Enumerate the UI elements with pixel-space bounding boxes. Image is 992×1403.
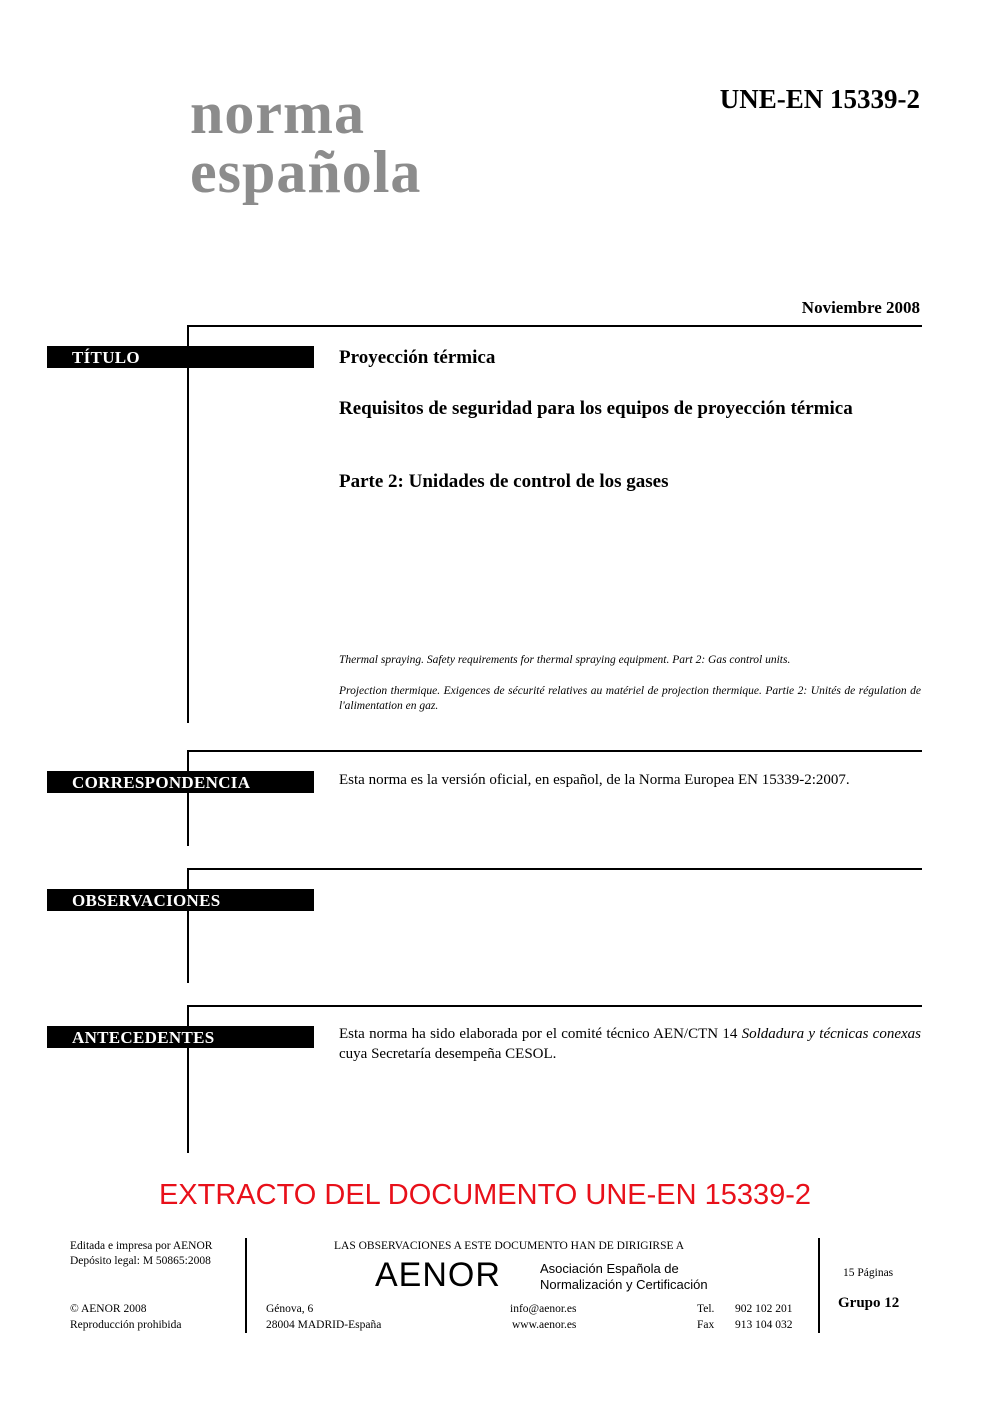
antecedentes-text-part1: Esta norma ha sido elaborada por el comité técnico AEN/CTN 14 [339,1026,742,1042]
label-titulo: TÍTULO [47,346,314,368]
footer-email[interactable]: info@aenor.es [510,1303,577,1315]
footer-divider-left [245,1238,247,1333]
norma-title-line1: norma [190,80,365,146]
footer-observations-header: LAS OBSERVACIONES A ESTE DOCUMENTO HAN DE DIRIGIRSE A [334,1240,685,1252]
publication-date: Noviembre 2008 [801,298,920,317]
title-french: Projection thermique. Exigences de sécurité relatives au matériel de projection thermique. Partie 2: Unités de régulation de l'alimentation en gaz. [339,685,921,712]
antecedentes-text-part2: cuya Secretaría desempeña CESOL. [339,1046,557,1062]
label-observaciones: OBSERVACIONES [47,889,314,911]
section-divider-antecedentes [187,1005,922,1007]
footer-fax-label: Fax [697,1319,715,1331]
section-divider-titulo [187,325,922,327]
section-divider-correspondencia [187,750,922,752]
footer-tel: 902 102 201 [735,1303,793,1315]
section-vertical-correspondencia [187,750,189,846]
footer-deposit: Depósito legal: M 50865:2008 [70,1255,211,1267]
footer-address2: 28004 MADRID-España [266,1319,382,1331]
title-english: Thermal spraying. Safety requirements for thermal spraying equipment. Part 2: Gas control units. [339,654,791,666]
footer-tel-label: Tel. [697,1303,715,1315]
footer-address1: Génova, 6 [266,1303,314,1315]
footer-copyright: © AENOR 2008 [70,1303,147,1315]
footer-web[interactable]: www.aenor.es [512,1319,577,1331]
standard-code: UNE-EN 15339-2 [719,84,920,114]
footer-divider-right [818,1238,820,1333]
footer-pages: 15 Páginas [843,1267,894,1279]
footer-reproduction: Reproducción prohibida [70,1319,182,1331]
norma-title-line2: española [190,139,422,205]
footer-edited: Editada e impresa por AENOR [70,1240,213,1252]
section-vertical-observaciones [187,868,189,983]
footer-group: Grupo 12 [838,1295,900,1311]
section-divider-observaciones [187,868,922,870]
aenor-name-line1: Asociación Española de [540,1261,679,1276]
correspondencia-text: Esta norma es la versión oficial, en español, de la Norma Europea EN 15339-2:2007. [339,772,850,788]
title-part: Parte 2: Unidades de control de los gases [339,471,669,492]
aenor-logo: AENOR [375,1256,501,1294]
footer-fax: 913 104 032 [735,1319,793,1331]
title-subtitle: Requisitos de seguridad para los equipos de proyección térmica [339,398,853,419]
title-main: Proyección térmica [339,347,496,368]
section-vertical-titulo [187,325,189,723]
antecedentes-committee-name: Soldadura y técnicas conexas [741,1026,921,1042]
extract-watermark: EXTRACTO DEL DOCUMENTO UNE-EN 15339-2 [158,1179,812,1211]
antecedentes-text [339,1024,921,1064]
label-antecedentes: ANTECEDENTES [47,1026,314,1048]
label-correspondencia: CORRESPONDENCIA [47,771,314,793]
aenor-name-line2: Normalización y Certificación [540,1277,708,1292]
